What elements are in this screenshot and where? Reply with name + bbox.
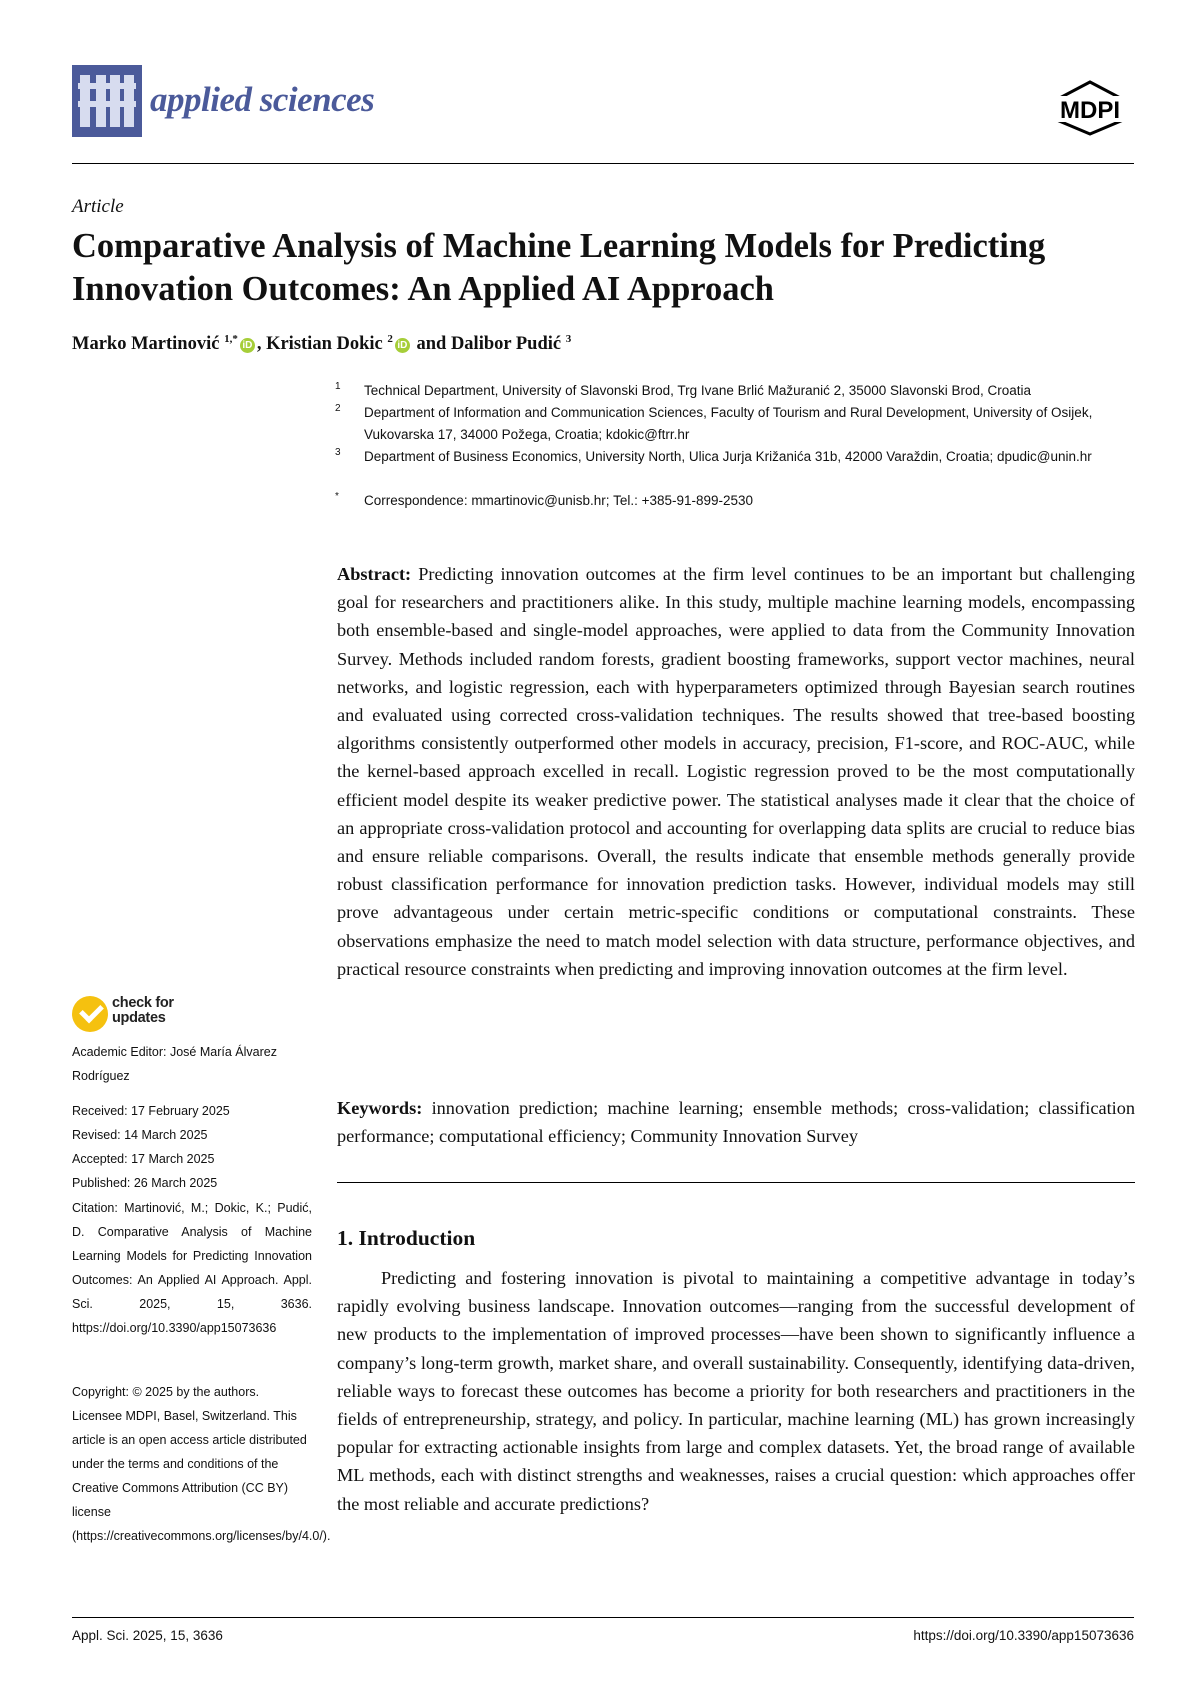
paper-title: Comparative Analysis of Machine Learning Models for Predicting Innovation Outcomes: An Applied AI Approach bbox=[72, 227, 1046, 308]
affiliation-text: Technical Department, University of Slavonski Brod, Trg Ivane Brlić Mažuranić 2, 35000 Slavonski Brod, Croatia bbox=[364, 383, 1032, 398]
affiliation-item bbox=[337, 490, 1127, 512]
introduction-paragraph: Predicting and fostering innovation is pivotal to maintaining a competitive advantage in today’s rapidly evolving business landscape. Innovation outcomes—ranging from the successful development of new products to the implementation of improved processes—have been shown to significantly influence a company’s long-term growth, market share, and overall sustainability. Consequently, identifying data-driven, reliable ways to forecast these outcomes has become a priority for both researchers and practitioners in the fields of entrepreneurship, strategy, and policy. In particular, machine learning (ML) has grown increasingly popular for extracting actionable insights from large and complex datasets. Yet, the broad range of available ML methods, each with distinct strengths and weaknesses, raises a crucial question: which approaches offer the most reliable and accurate predictions? bbox=[337, 1268, 1135, 1514]
affiliation-number: 2 bbox=[335, 403, 341, 414]
footer-doi-link[interactable]: https://doi.org/10.3390/app15073636 bbox=[913, 1628, 1134, 1643]
section-rule bbox=[337, 1182, 1135, 1183]
abstract bbox=[337, 560, 1135, 983]
journal-name: applied sciences bbox=[150, 80, 375, 119]
header-rule bbox=[72, 163, 1134, 164]
affiliation-text: Department of Information and Communication Sciences, Faculty of Tourism and Rural Development, University of Osijek, Vukovarska 17, 34000 Požega, Croatia; kdokic@ftrr.hr bbox=[364, 405, 1093, 442]
affiliation-item bbox=[337, 446, 1127, 468]
author-name[interactable]: Dalibor Pudić bbox=[450, 334, 562, 355]
logo-bar bbox=[80, 75, 90, 127]
correspondence-text: Correspondence: mmartinovic@unisb.hr; Tel.: +385-91-899-2530 bbox=[364, 493, 754, 508]
mdpi-logo-icon bbox=[1048, 80, 1132, 136]
abstract-label: Abstract: bbox=[337, 564, 412, 584]
check-updates-text: check for updates bbox=[112, 995, 174, 1026]
author-separator: , bbox=[256, 334, 267, 355]
affiliation-item bbox=[337, 380, 1127, 402]
keywords-text: innovation prediction; machine learning; ensemble methods; cross-validation; classification performance; computational efficiency; Community Innovation Survey bbox=[337, 1098, 1136, 1147]
logo-bar bbox=[110, 75, 120, 127]
footer-journal-reference: Appl. Sci. 2025, 15, 3636 bbox=[72, 1628, 223, 1643]
received-date: Received: 17 February 2025 bbox=[72, 1104, 230, 1118]
author-name[interactable]: Marko Martinović bbox=[72, 334, 220, 355]
author-name[interactable]: Kristian Dokic bbox=[266, 334, 383, 355]
orcid-icon[interactable]: iD bbox=[240, 338, 255, 353]
checkmark-icon bbox=[72, 996, 108, 1032]
affiliation-text: Department of Business Economics, University North, Ulica Jurja Križanića 31b, 42000 Varaždin, Croatia; dpudic@unin.hr bbox=[364, 449, 1092, 464]
author-list bbox=[72, 333, 571, 355]
check-for-updates-badge[interactable] bbox=[72, 994, 202, 1034]
academic-editor: Academic Editor: José María Álvarez Rodríguez bbox=[72, 1045, 277, 1083]
keywords-label: Keywords: bbox=[337, 1098, 423, 1118]
keywords bbox=[337, 1094, 1135, 1150]
revised-date: Revised: 14 March 2025 bbox=[72, 1128, 208, 1142]
mdpi-logo-text: MDPI bbox=[1060, 97, 1120, 124]
article-type: Article bbox=[72, 196, 124, 217]
abstract-text: Predicting innovation outcomes at the firm level continues to be an important but challenging goal for researchers and practitioners alike. In this study, multiple machine learning models, encompassing both ensemble-based and single-model approaches, were applied to data from the Community Innovation Survey. Methods included random forests, gradient boosting frameworks, support vector machines, neural networks, and logistic regression, each with hyperparameters optimized through Bayesian search routines and evaluated using corrected cross-validation techniques. The results showed that tree-based boosting algorithms consistently outperformed other models in accuracy, precision, F1-score, and ROC-AUC, while the kernel-based approach excelled in recall. Logistic regression proved to be the most computationally efficient model despite its weaker predictive power. The statistical analyses made it clear that the choice of an appropriate cross-validation protocol and accounting for overlapping data splits are crucial to reduce bias and ensure reliable comparisons. Overall, the results indicate that ensemble methods generally provide robust classification performance for innovation prediction tasks. However, individual models may still prove advantageous under certain metric-specific conditions or computational constraints. These observations emphasize the need to match model selection with data structure, performance objectives, and practical resource constraints when predicting and improving innovation outcomes at the firm level. bbox=[337, 564, 1135, 979]
section-heading: 1. Introduction bbox=[337, 1226, 476, 1250]
author-affiliation-marker: 1,* bbox=[224, 333, 238, 345]
footer-rule bbox=[72, 1617, 1134, 1618]
citation[interactable]: Citation: Martinović, M.; Dokic, K.; Pudić, D. Comparative Analysis of Machine Learning Models for Predicting Innovation Outcomes: An Applied AI Approach. Appl. Sci. 2025, 15, 3636. https://doi.org/10.3390/app15073636 bbox=[72, 1201, 312, 1335]
logo-bar bbox=[96, 75, 106, 127]
affiliation-number: 3 bbox=[335, 447, 341, 458]
author-affiliation-marker: 2 bbox=[387, 333, 393, 345]
affiliation-item bbox=[337, 402, 1127, 446]
journal-logo-icon bbox=[72, 65, 142, 137]
author-separator: and bbox=[411, 334, 451, 355]
copyright-notice: Copyright: © 2025 by the authors. Licensee MDPI, Basel, Switzerland. This article is an open access article distributed under the terms and conditions of the Creative Commons Attribution (CC BY) license (https://creativecommons.org/licenses/by/4.0/). bbox=[72, 1385, 331, 1543]
affiliation-number: 1 bbox=[335, 381, 341, 392]
logo-bar bbox=[124, 75, 134, 127]
accepted-date: Accepted: 17 March 2025 bbox=[72, 1152, 215, 1166]
published-date: Published: 26 March 2025 bbox=[72, 1176, 218, 1190]
orcid-icon[interactable]: iD bbox=[395, 338, 410, 353]
author-affiliation-marker: 3 bbox=[565, 333, 572, 345]
affiliation-number: * bbox=[335, 491, 339, 502]
publication-dates bbox=[72, 1099, 312, 1195]
